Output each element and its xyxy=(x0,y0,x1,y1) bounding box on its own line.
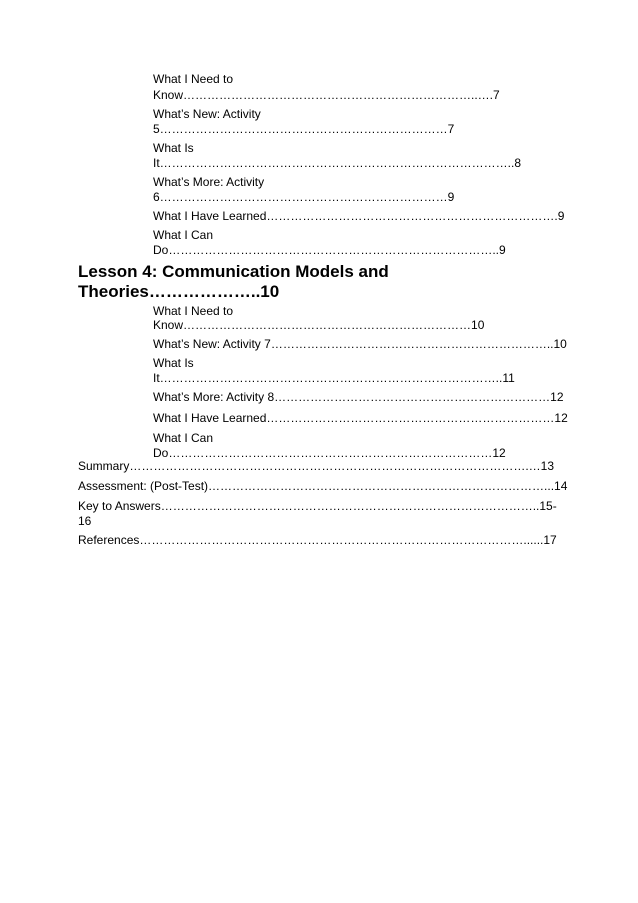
lesson4-entry-can-do-line1: What I Can xyxy=(153,431,214,445)
toc-entry-key-to-answers-line1[interactable]: Key to Answers…………………………………………………………………………………..15- xyxy=(78,499,557,513)
lesson4-entry-need-to-know-line2[interactable]: Know………………………………………………………………10 xyxy=(153,318,485,332)
lesson4-heading-line2[interactable]: Theories………………..10 xyxy=(78,282,280,301)
toc-entry-whats-more-line2[interactable]: 6………………………………………………………………9 xyxy=(153,190,455,204)
toc-entry-whats-new-line1: What’s New: Activity xyxy=(153,107,261,121)
toc-entry-assessment[interactable]: Assessment: (Post-Test)…………………………………………………………………………...14 xyxy=(78,479,568,493)
toc-entry-can-do-line1: What I Can xyxy=(153,228,214,242)
lesson4-entry-have-learned[interactable]: What I Have Learned………………………………………………………………12 xyxy=(153,411,568,425)
lesson4-entry-what-is-line1: What Is xyxy=(153,356,194,370)
toc-entry-need-to-know-line2[interactable]: Know………………………………………………………………..….7 xyxy=(153,88,500,102)
lesson4-entry-can-do-line2[interactable]: Do………………………………………………………………………12 xyxy=(153,446,506,460)
toc-entry-whats-new-line2[interactable]: 5………………………………………………………………7 xyxy=(153,122,455,136)
lesson4-entry-need-to-know-line1: What I Need to xyxy=(153,304,234,318)
toc-entry-whats-more-line1: What’s More: Activity xyxy=(153,175,265,189)
toc-entry-summary[interactable]: Summary……………………………………………………………………………………….…13 xyxy=(78,459,555,473)
lesson4-entry-whats-more[interactable]: What’s More: Activity 8……………………………………………………………12 xyxy=(153,390,564,404)
toc-entry-have-learned[interactable]: What I Have Learned……………………………………………………………….9 xyxy=(153,209,565,223)
lesson4-entry-what-is-line2[interactable]: It…………………………………………………………………………..11 xyxy=(153,371,515,385)
toc-entry-can-do-line2[interactable]: Do………………………………………………………………………..9 xyxy=(153,243,506,257)
toc-entry-what-is-line1: What Is xyxy=(153,141,194,155)
toc-entry-key-to-answers-line2: 16 xyxy=(78,514,92,528)
lesson4-entry-whats-new[interactable]: What’s New: Activity 7……………………………………………………………..10 xyxy=(153,337,567,351)
toc-entry-references[interactable]: References……………………………………………………………………………………......17 xyxy=(78,533,557,547)
toc-entry-need-to-know-line1: What I Need to xyxy=(153,72,234,86)
lesson4-heading-line1[interactable]: Lesson 4: Communication Models and xyxy=(78,262,389,281)
toc-entry-what-is-line2[interactable]: It……………………………………………………………………………..8 xyxy=(153,156,522,170)
